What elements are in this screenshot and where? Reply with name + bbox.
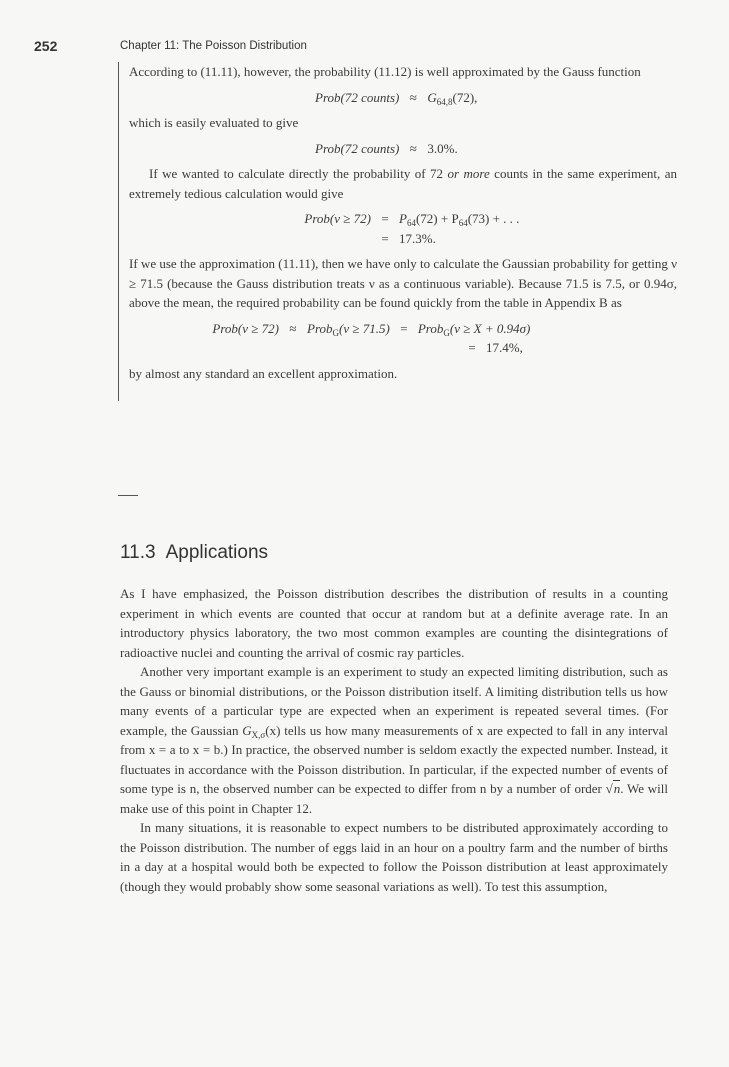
body-paragraph-1: As I have emphasized, the Poisson distribution describes the distribution of results in a counting experiment in which events are counted that occur at random but at a definite average rate. In an introductory physics laboratory, the two most common examples are counting the disintegrations of radioactive nuclei and counting the arrival of cosmic ray particles. (120, 586, 668, 660)
eq4b-rhs: 17.4%, (486, 340, 523, 355)
eq3-rhs: $P_{64}(72) + P_{64}(73)$ + . . . (399, 211, 520, 228)
main-text (120, 584, 668, 896)
equation-gauss-table (129, 319, 677, 358)
equation-result-3pct (129, 139, 677, 159)
running-head: Chapter 11: The Poisson Distribution (120, 40, 307, 52)
eq2-lhs: Prob(72 counts) (315, 140, 400, 156)
eq4b-op: = (468, 340, 476, 355)
eq1-rhs: $G_{64,8}(72)$, (427, 89, 478, 107)
box-paragraph-2: which is easily evaluated to give (129, 115, 299, 130)
body-paragraph-3: In many situations, it is reasonable to expect numbers to be distributed approximately according to the Poisson distribution. The number of eggs laid in an hour on a poultry farm and the number of births in a day at a hospital would both be expected to follow the Poisson distribution at least approximately (though they would probably show some seasonal variations as well). To test this assumption, (120, 820, 668, 894)
eq1-lhs: Prob(72 counts) (315, 89, 400, 105)
eq3-lhs: Prob(ν ≥ 72) (304, 211, 371, 226)
eq2-op: ≈ (409, 140, 417, 156)
box-paragraph-4: If we use the approximation (11.11), then we have only to calculate the Gaussian probability for getting ν ≥ 71.5 (because the Gauss distribution treats ν as a continuous variable). Because 71.5 is 7.5, or 0.94σ, above the mean, the required probability can be found quickly from the table in Appendix B as (129, 256, 677, 310)
box-paragraph-1: According to (11.11), however, the probability (11.12) is well approximated by the Gauss function (129, 64, 641, 79)
equation-direct-sum (129, 209, 677, 248)
section-title: Applications (165, 542, 269, 563)
eq4-op1: ≈ (289, 320, 297, 336)
equation-gauss-approx (129, 88, 677, 108)
eq3b-rhs: 17.3%. (399, 230, 436, 246)
box-corner-rule (118, 495, 138, 496)
section-number: 11.3 (120, 542, 156, 563)
eq4-rhs: Prob$_G$(ν ≥ X + 0.94σ) (417, 320, 531, 338)
body-paragraph-2: Another very important example is an experiment to study an expected limiting distribution, such as the Gauss or binomial distributions, or the Poisson distribution itself. A limiting distribution tells us how many events of a particular type are expected when an experiment is repeated several times. (For example, the Gaussian $G_{X,\sigma}(x)$ tells us how many measurements of x are expected to fall in any interval from x = a to x = b.) In practice, the observed number is seldom exactly the expected number. Instead, it fluctuates in accordance with the Poisson distribution. In particular, if the expected number of events of some type is n, the observed number can be expected to differ from n by a number of order √n. We will make use of this point in Chapter 12. (120, 664, 669, 816)
section-heading (120, 542, 268, 564)
eq4-lhs: Prob(ν ≥ 72) (212, 320, 279, 336)
eq3-op: = (381, 211, 389, 226)
eq4-op2: = (400, 320, 408, 336)
box-paragraph-5: by almost any standard an excellent approximation. (129, 365, 398, 381)
boxed-example (118, 62, 677, 401)
box-paragraph-3: If we wanted to calculate directly the probability of 72 or more counts in the same experiment, an extremely tedious calculation would give (129, 166, 677, 201)
eq2-rhs: 3.0%. (427, 140, 458, 156)
page-number: 252 (34, 38, 58, 54)
eq3b-op: = (381, 230, 389, 246)
eq1-op: ≈ (409, 89, 417, 105)
eq4-mid: Prob$_G$(ν ≥ 71.5) (307, 320, 390, 338)
sqrt-n: n (613, 781, 621, 796)
